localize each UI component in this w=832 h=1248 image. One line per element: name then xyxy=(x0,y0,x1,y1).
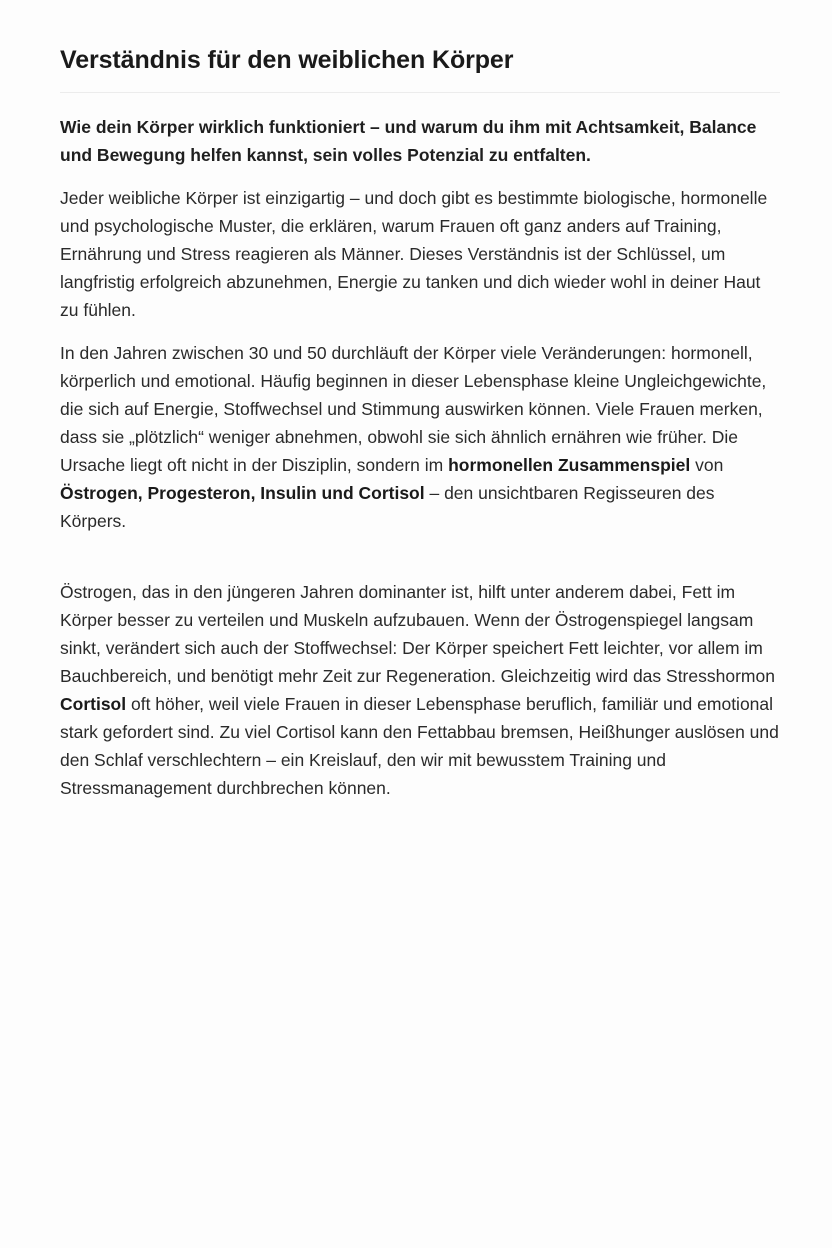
paragraph-2-bold-1: hormonellen Zusammenspiel xyxy=(448,455,691,475)
paragraph-2-bold-2: Östrogen, Progesteron, Insulin und Cortisol xyxy=(60,483,425,503)
article-title: Verständnis für den weiblichen Körper xyxy=(60,46,514,74)
paragraph-2 xyxy=(60,339,782,535)
paragraph-3-text-2: oft höher, weil viele Frauen in dieser Lebensphase beruflich, familiär und emotional stark gefordert sind. Zu viel Cortisol kann den Fettabbau bremsen, Heißhunger auslösen und den Schlaf verschlechtern – ein Kreislauf, den wir mit bewusstem Training und Stressmanagement durchbrechen können. xyxy=(60,694,779,798)
title-divider xyxy=(60,92,780,93)
paragraph-2-text-3: – den unsichtbaren Regisseuren des Körpers. xyxy=(60,483,715,531)
paragraph-3-bold-1: Cortisol xyxy=(60,694,127,714)
paragraph-3 xyxy=(60,578,782,802)
paragraph-2-text-2: von xyxy=(690,455,724,475)
article-lead: Wie dein Körper wirklich funktioniert – und warum du ihm mit Achtsamkeit, Balance und Bewegung helfen kannst, sein volles Potenzial zu entfalten. xyxy=(60,117,757,165)
paragraph-3-text-1: Östrogen, das in den jüngeren Jahren dominanter ist, hilft unter anderem dabei, Fett im Körper besser zu verteilen und Muskeln aufzubauen. Wenn der Östrogenspiegel langsam sinkt, verändert sich auch der Stoffwechsel: Der Körper speichert Fett leichter, vor allem im Bauchbereich, und benötigt mehr Zeit zur Regeneration. Gleichzeitig wird das Stresshormon xyxy=(60,582,775,686)
paragraph-1: Jeder weibliche Körper ist einzigartig – und doch gibt es bestimmte biologische, hormonelle und psychologische Muster, die erklären, warum Frauen oft ganz anders auf Training, Ernährung und Stress reagieren als Männer. Dieses Verständnis ist der Schlüssel, um langfristig erfolgreich abzunehmen, Energie zu tanken und dich wieder wohl in deiner Haut zu fühlen. xyxy=(60,188,768,320)
paragraph-2-text-1: In den Jahren zwischen 30 und 50 durchläuft der Körper viele Veränderungen: hormonell, körperlich und emotional. Häufig beginnen in dieser Lebensphase kleine Ungleichgewichte, die sich auf Energie, Stoffwechsel und Stimmung auswirken können. Viele Frauen merken, dass sie „plötzlich“ weniger abnehmen, obwohl sie sich ähnlich ernähren wie früher. Die Ursache liegt oft nicht in der Disziplin, sondern im xyxy=(60,343,767,475)
